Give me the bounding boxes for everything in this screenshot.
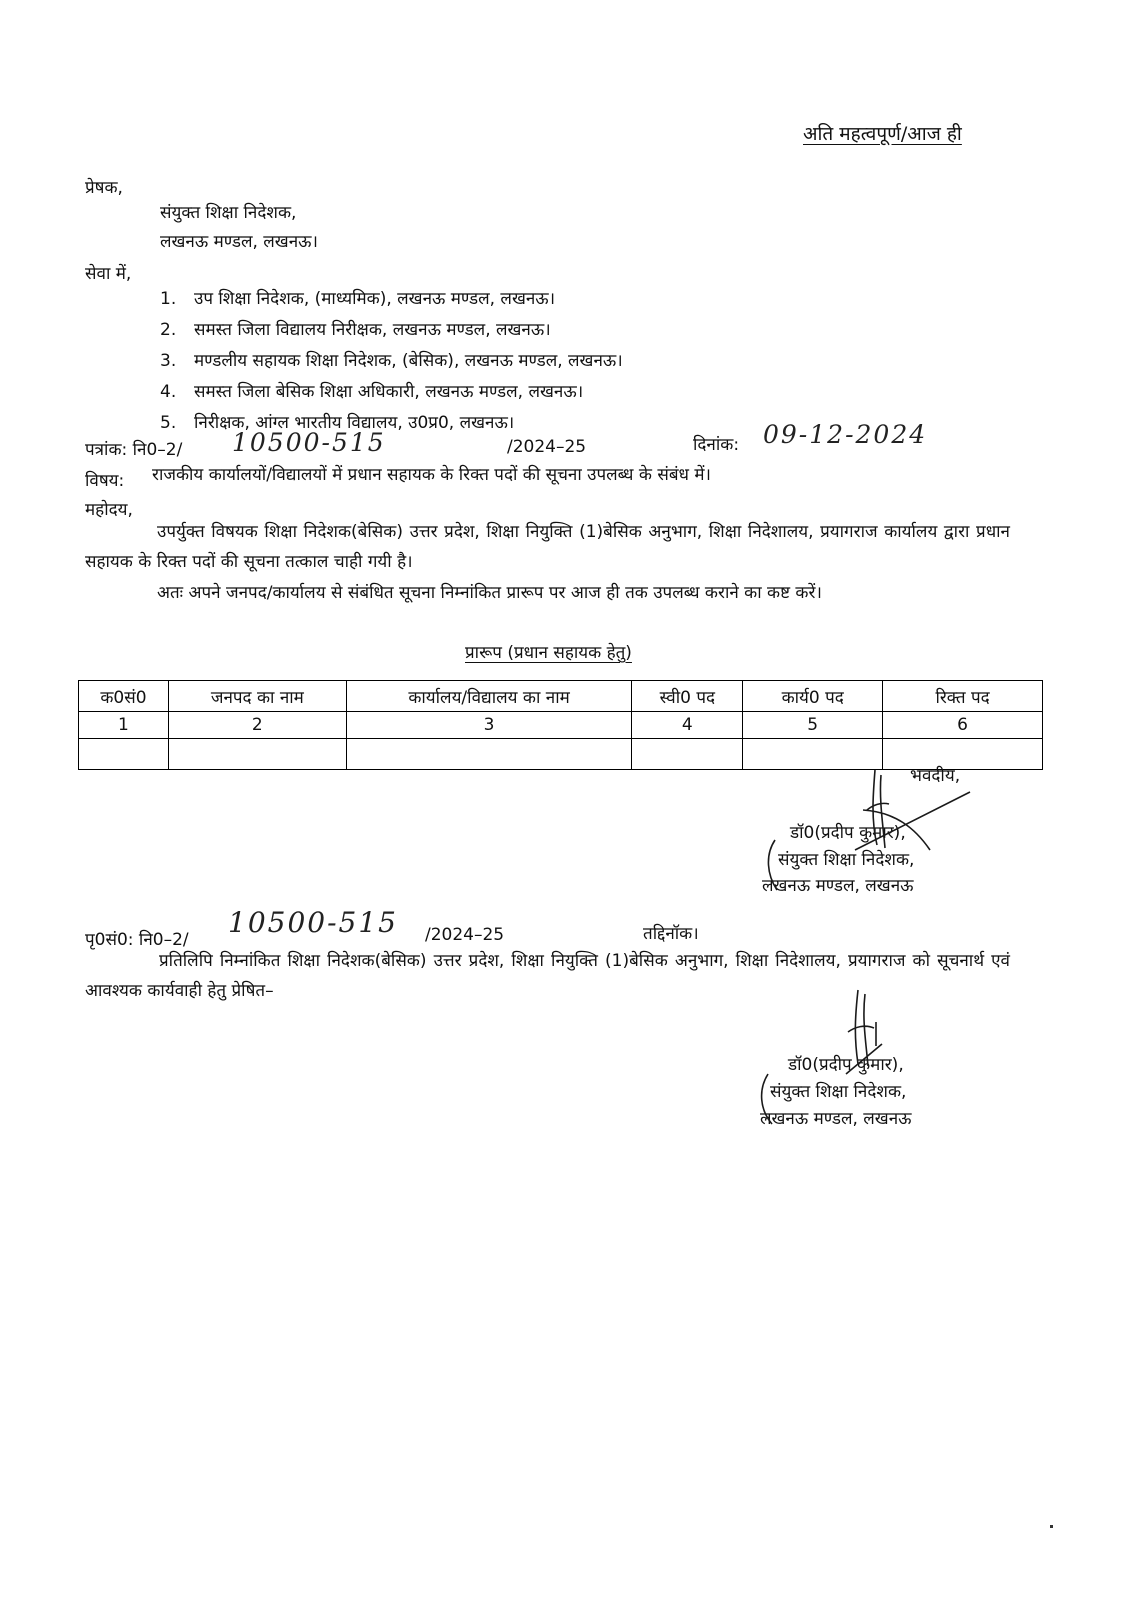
salutation: महोदय, (85, 500, 133, 520)
copy-signatory-office: लखनऊ मण्डल, लखनऊ (760, 1109, 912, 1129)
handwritten-copy-number: 10500-515 (228, 906, 398, 939)
recipient-text: समस्त जिला विद्यालय निरीक्षक, लखनऊ मण्डल, लखनऊ। (194, 320, 551, 340)
recipient-number: 5. (160, 413, 177, 433)
column-number: 4 (632, 712, 743, 739)
empty-cell (79, 739, 169, 770)
column-header: रिक्त पद (883, 681, 1043, 712)
date-label: दिनांक: (693, 435, 740, 455)
table-header-row (79, 681, 1043, 712)
recipient-list (160, 287, 623, 442)
recipient-text: निरीक्षक, आंग्ल भारतीय विद्यालय, उ0प्र0, लखनऊ। (194, 413, 515, 433)
closing-text: भवदीय, (910, 766, 961, 786)
sender-label: प्रेषक, (85, 178, 123, 198)
vacancy-form-table (78, 680, 1043, 770)
recipient-number: 1. (160, 289, 177, 309)
recipient-item (160, 380, 623, 411)
empty-cell (883, 739, 1043, 770)
copy-date-text: तद्दिनॉक। (643, 924, 699, 944)
column-number: 3 (346, 712, 632, 739)
table-empty-row (79, 739, 1043, 770)
recipient-text: उप शिक्षा निदेशक, (माध्यमिक), लखनऊ मण्डल, लखनऊ। (194, 289, 556, 309)
column-header: क0सं0 (79, 681, 169, 712)
signatory-office: लखनऊ मण्डल, लखनऊ (762, 876, 914, 896)
column-header: कार्य0 पद (743, 681, 883, 712)
copy-reference-label: पृ0सं0: नि0–2/ (85, 930, 189, 950)
column-header: कार्यालय/विद्यालय का नाम (346, 681, 632, 712)
sender-designation: संयुक्त शिक्षा निदेशक, (160, 203, 297, 223)
form-title: प्रारूप (प्रधान सहायक हेतु) (465, 643, 632, 663)
body-paragraph-2: अतः अपने जनपद/कार्यालय से संबंधित सूचना निम्नांकित प्रारूप पर आज ही तक उपलब्ध कराने का कष्ट करें। (157, 583, 822, 603)
handwritten-date: 09-12-2024 (763, 420, 928, 449)
signatory-name: डॉ0(प्रदीप कुमार), (790, 823, 906, 843)
column-number: 5 (743, 712, 883, 739)
empty-cell (168, 739, 346, 770)
recipient-item (160, 287, 623, 318)
column-header: जनपद का नाम (168, 681, 346, 712)
subject-label: विषय: (85, 471, 125, 491)
page-mark (1050, 1525, 1053, 1528)
recipient-text: समस्त जिला बेसिक शिक्षा अधिकारी, लखनऊ मण्डल, लखनऊ। (194, 382, 584, 402)
recipient-item (160, 318, 623, 349)
copy-signatory-title: संयुक्त शिक्षा निदेशक, (770, 1082, 907, 1102)
signatory-title: संयुक्त शिक्षा निदेशक, (778, 850, 915, 870)
table-number-row (79, 712, 1043, 739)
handwritten-letter-number: 10500-515 (232, 428, 386, 457)
recipient-number: 3. (160, 351, 177, 371)
copy-signatory-name: डॉ0(प्रदीप कुमार), (788, 1055, 904, 1075)
subject-text: राजकीय कार्यालयों/विद्यालयों में प्रधान सहायक के रिक्त पदों की सूचना उपलब्ध के संबंध में। (152, 465, 711, 485)
copy-text: प्रतिलिपि निम्नांकित शिक्षा निदेशक(बेसिक) उत्तर प्रदेश, शिक्षा नियुक्ति (1)बेसिक अनुभाग, शिक्षा निदेशालय, प्रयागराज को सूचनार्थ एवं आवश्यक कार्यवाही हेतु प्रेषित– (85, 951, 1010, 1001)
column-number: 2 (168, 712, 346, 739)
empty-cell (743, 739, 883, 770)
body-paragraph-1: उपर्युक्त विषयक शिक्षा निदेशक(बेसिक) उत्तर प्रदेश, शिक्षा नियुक्ति (1)बेसिक अनुभाग, शिक्षा निदेशालय, प्रयागराज कार्यालय द्वारा प्रधान सहायक के रिक्त पदों की सूचना तत्काल चाही गयी है। (85, 522, 1010, 572)
column-number: 1 (79, 712, 169, 739)
recipients-label: सेवा में, (85, 264, 132, 284)
recipient-number: 4. (160, 382, 177, 402)
reference-label: पत्रांक: नि0–2/ (85, 440, 183, 460)
reference-year: /2024–25 (507, 437, 587, 457)
column-number: 6 (883, 712, 1043, 739)
priority-label: अति महत्वपूर्ण/आज ही (803, 123, 962, 145)
sender-office: लखनऊ मण्डल, लखनऊ। (160, 232, 318, 252)
recipient-text: मण्डलीय सहायक शिक्षा निदेशक, (बेसिक), लखनऊ मण्डल, लखनऊ। (194, 351, 623, 371)
copy-reference-year: /2024–25 (425, 925, 505, 945)
recipient-item (160, 349, 623, 380)
empty-cell (346, 739, 632, 770)
empty-cell (632, 739, 743, 770)
column-header: स्वी0 पद (632, 681, 743, 712)
recipient-number: 2. (160, 320, 177, 340)
